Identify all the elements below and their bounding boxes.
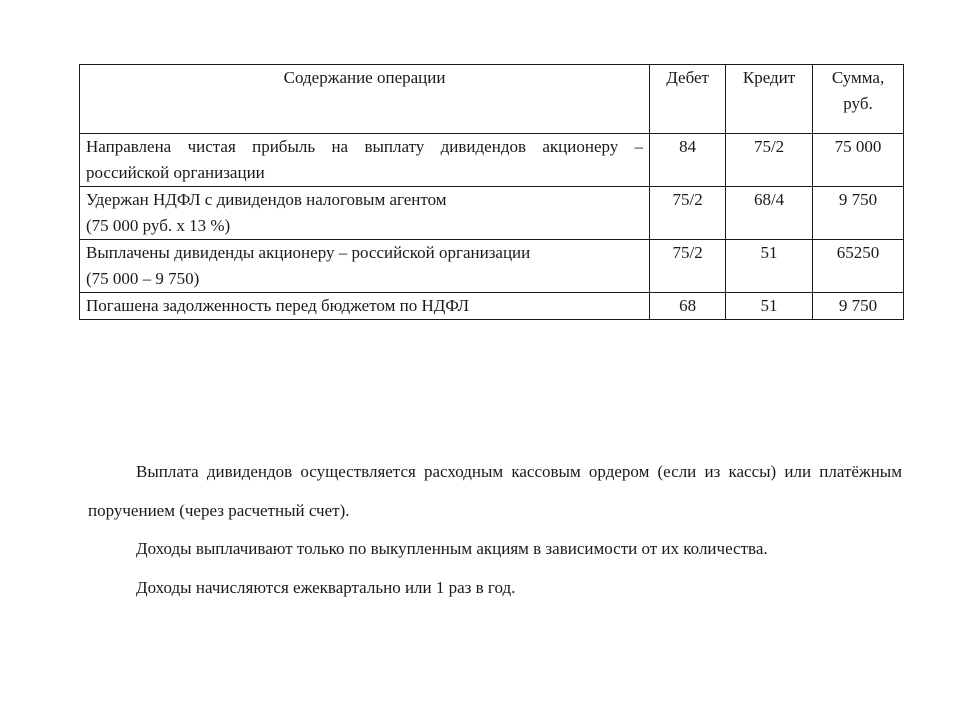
header-debit: Дебет — [650, 65, 726, 134]
operation-text: Удержан НДФЛ с дивидендов налоговым агентом — [86, 190, 447, 209]
table-header-row — [80, 65, 904, 134]
paragraph: Доходы начисляются ежеквартально или 1 раз в год. — [136, 577, 516, 597]
table-row — [80, 134, 904, 187]
operation-cell — [80, 187, 650, 240]
operation-text: (75 000 – 9 750) — [86, 269, 200, 288]
table-row — [80, 293, 904, 320]
table-row — [80, 187, 904, 240]
debit-cell: 75/2 — [650, 187, 726, 240]
operation-text: акционеру – российской организации — [86, 137, 644, 182]
sum-cell: 9 750 — [813, 187, 904, 240]
operation-cell — [80, 134, 650, 187]
sum-cell: 9 750 — [813, 293, 904, 320]
operation-text: Выплачены дивиденды акционеру – российской организации — [86, 243, 531, 262]
debit-cell: 68 — [650, 293, 726, 320]
paragraph: Выплата дивидендов осуществляется расходным кассовым ордером (если из кассы) или платёжным поручением (через расчетный счет). — [88, 462, 902, 520]
header-operation: Содержание операции — [80, 65, 650, 134]
body-text — [88, 453, 902, 607]
operation-cell — [80, 240, 650, 293]
debit-cell: 75/2 — [650, 240, 726, 293]
operation-text: Направлена чистая прибыль на выплату дивидендов — [86, 137, 526, 156]
operations-table — [79, 64, 904, 320]
sum-cell: 65250 — [813, 240, 904, 293]
credit-cell: 68/4 — [726, 187, 813, 240]
table-row — [80, 240, 904, 293]
sum-cell: 75 000 — [813, 134, 904, 187]
debit-cell: 84 — [650, 134, 726, 187]
operation-text: (75 000 руб. х 13 %) — [86, 216, 231, 235]
operation-text: Погашена задолженность перед бюджетом по НДФЛ — [86, 296, 470, 315]
header-sum: Сумма, руб. — [813, 65, 904, 134]
credit-cell: 75/2 — [726, 134, 813, 187]
paragraph: Доходы выплачивают только по выкупленным акциям в зависимости от их количества. — [136, 539, 768, 558]
credit-cell: 51 — [726, 240, 813, 293]
header-credit: Кредит — [726, 65, 813, 134]
credit-cell: 51 — [726, 293, 813, 320]
operation-cell — [80, 293, 650, 320]
